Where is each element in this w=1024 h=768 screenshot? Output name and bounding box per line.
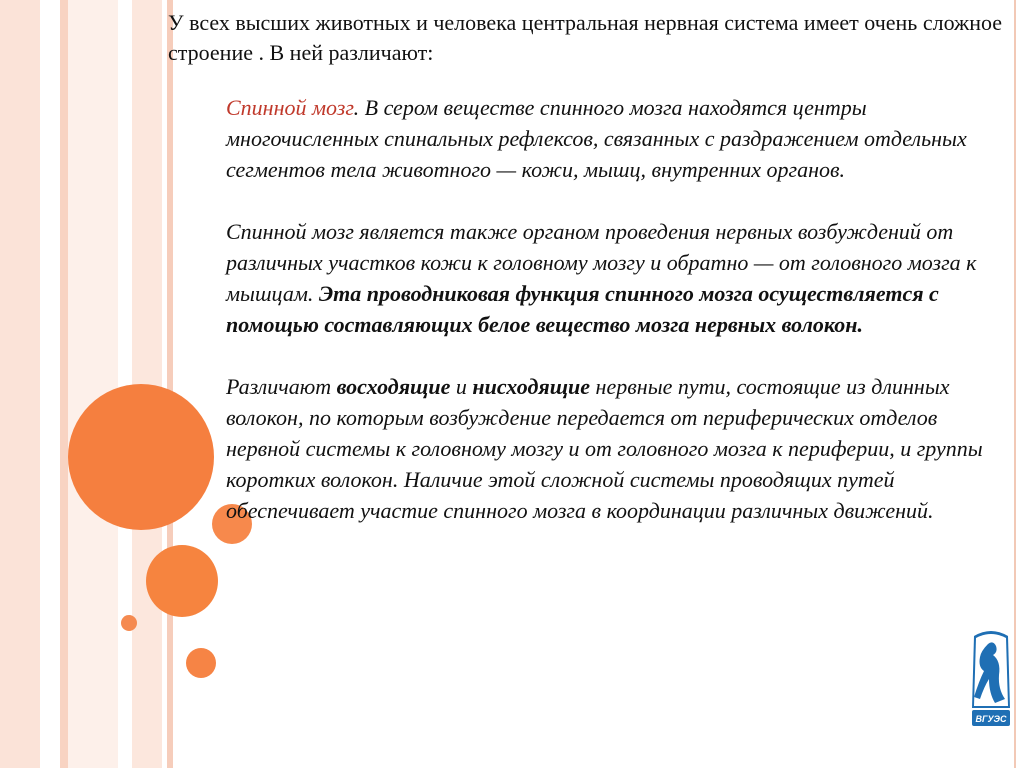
decor-stripe bbox=[40, 0, 60, 768]
term-descending: нисходящие bbox=[472, 374, 591, 399]
paragraph-spinal-cord bbox=[226, 92, 1006, 185]
logo-text: ВГУЭС bbox=[975, 714, 1007, 724]
paragraph-pathways bbox=[226, 371, 1006, 526]
paragraph-text: и bbox=[450, 374, 473, 399]
intro-text: У всех высших животных и человека центральная нервная система имеет очень сложное строение . В ней различают: bbox=[168, 10, 1003, 65]
term-spinal-cord: Спинной мозг bbox=[226, 95, 354, 120]
decor-stripe bbox=[167, 0, 173, 768]
university-logo-icon bbox=[966, 628, 1016, 728]
decor-circle-medium bbox=[146, 545, 218, 617]
decor-circle-large bbox=[68, 384, 214, 530]
decor-stripe bbox=[0, 0, 40, 768]
decor-stripe bbox=[60, 0, 68, 768]
term-ascending: восходящие bbox=[336, 374, 451, 399]
decor-circle-tiny bbox=[121, 615, 137, 631]
paragraph-text: Различают bbox=[226, 374, 337, 399]
slide-body bbox=[226, 92, 1006, 526]
paragraph-text: . В сером веществе спинного мозга находятся центры многочисленных спинальных рефлексов, связанных с раздражением отдельных сегментов тела животного — кожи, мышц, внутренних органов. bbox=[226, 95, 967, 182]
decor-circle-small bbox=[186, 648, 216, 678]
paragraph-conduction bbox=[226, 216, 1006, 340]
paragraph-text: Спинной мозг является также органом проведения нервных возбуждений от различных участков кожи к головному мозгу и обратно — от головного мозга к мышцам. bbox=[226, 219, 977, 306]
paragraph-bold-text: Эта проводниковая функция спинного мозга осуществляется с помощью составляющих белое вещество мозга нервных волокон. bbox=[226, 281, 939, 337]
decor-stripe bbox=[68, 0, 118, 768]
paragraph-text: нервные пути, состоящие из длинных волокон, по которым возбуждение передается от периферических отделов нервной системы к головному мозгу и от головного мозга к периферии, и группы коротких волокон. Наличие этой сложной системы проводящих путей обеспечивает участие спинного мозга в координации различных движений. bbox=[226, 374, 983, 523]
